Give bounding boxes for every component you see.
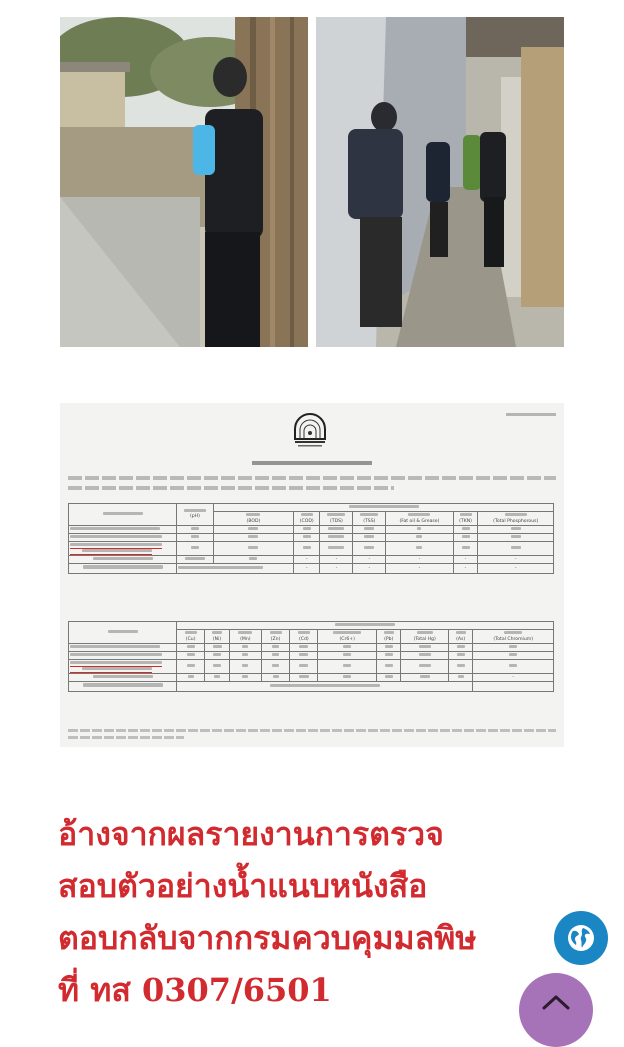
headline-line-4: ที่ ทส 0307/6501 [58, 971, 332, 1009]
officers-inspecting-alley-photo [316, 17, 564, 347]
scroll-to-top-button[interactable] [519, 973, 593, 1047]
globe-icon [565, 922, 597, 954]
pollution-control-department-logo [292, 413, 328, 451]
language-globe-button[interactable] [554, 911, 608, 965]
document-title [60, 459, 564, 467]
water-sample-inspection-report-scan [60, 403, 564, 747]
document-number [506, 411, 556, 418]
document-location-line [68, 476, 556, 480]
headline-line-3: ตอบกลับจากกรมควบคุมมลพิษ [58, 919, 477, 957]
heavy-metals-table: (Cu) (Ni) (Mn) (Zn) (Cd) (Cr6+) (Pb) (Total Hg) (As) (Total Chromium) - [68, 621, 554, 692]
document-footnote-2 [68, 736, 184, 739]
document-date-line [68, 486, 394, 490]
document-footnote [68, 729, 556, 732]
chevron-up-icon [541, 993, 571, 1011]
article-headline [58, 808, 578, 1016]
headline-line-1: อ้างจากผลรายงานการตรวจ [58, 815, 444, 853]
organic-parameters-table: (pH) (BOD) (COD) (TDS) (TSS) (Fat oil & Grease) (TKN) (Total Phosphorous) - - - - - - - - - - - - [68, 503, 554, 574]
headline-line-2: สอบตัวอย่างน้ำแนบหนังสือ [58, 867, 428, 905]
officer-inspecting-canal-photo [60, 17, 308, 347]
